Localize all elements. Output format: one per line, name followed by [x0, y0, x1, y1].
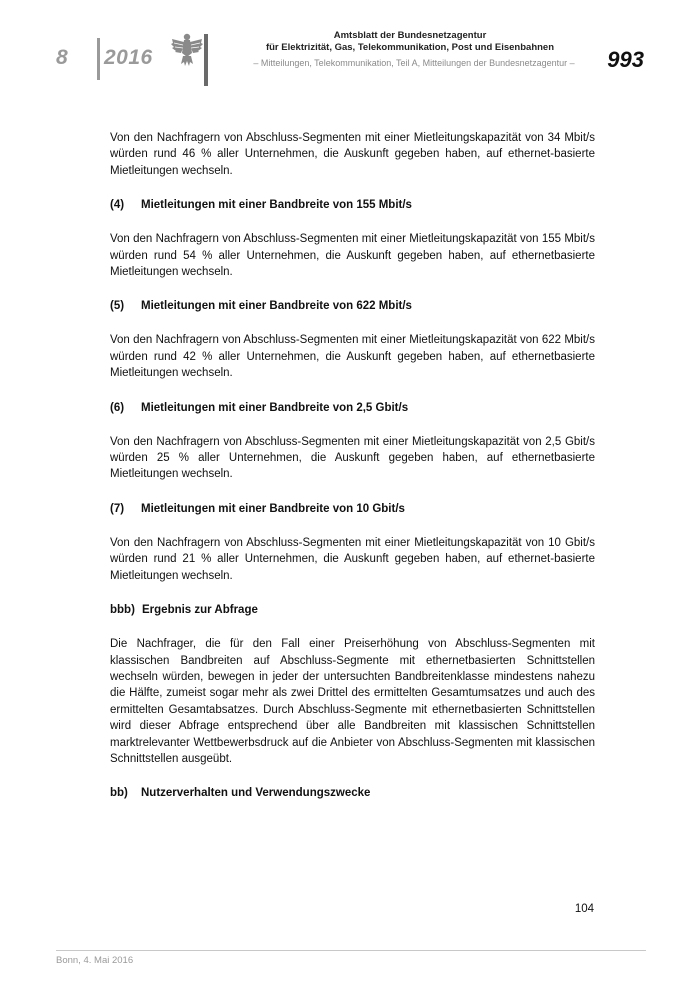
paragraph-ergebnis: Die Nachfrager, die für den Fall einer Preiserhöhung von Abschluss-Segmenten mit klassischen Bandbreiten auf Abschluss-Segmente mit ethernetbasierten Schnittstellen wechseln würden, bewegen in jeder der untersuchten Bandbreitenklasse mindestens nahezu die Hälfte, zumeist sogar mehr als zwei Drittel des ermittelten Gesamtumsatzes und auch des ermittelten Gesamtabsatzes. Durch Abschluss-Segmente mit ethernetbasierten Schnittstellen wird dieser Abfrage entsprechend über alle Bandbreiten mit klassischen Schnittstellen marktrelevanter Wettbewerbsdruck auf die Anbieter von Abschluss-Segmenten mit klassischen Schnittstellen ausgeübt. — [110, 638, 595, 765]
gazette-page-number: 993 — [607, 47, 644, 72]
heading-622mbit — [110, 300, 595, 312]
paragraph-2-5gbit: Von den Nachfragern von Abschluss-Segmenten mit einer Mietleitungskapazität von 2,5 Gbit/s würden 25 % aller Unternehmen, die Auskunft gegeben haben, auf ethernetbasierte Mietleitungen wechseln. — [110, 435, 595, 481]
issue-year: 2016 — [104, 46, 153, 69]
main-content — [110, 130, 595, 819]
heading-number: bbb) — [110, 604, 135, 617]
issue-separator — [97, 38, 100, 80]
heading-text: Mietleitungen mit einer Bandbreite von 155 Mbit/s — [141, 199, 412, 212]
heading-number: (5) — [110, 300, 125, 313]
page-header — [0, 0, 700, 90]
heading-10gbit — [110, 503, 595, 515]
heading-number: (4) — [110, 199, 125, 212]
paragraph-622mbit: Von den Nachfragern von Abschluss-Segmenten mit einer Mietleitungskapazität von 622 Mbit/s würden rund 42 % aller Unternehmen, die Auskunft gegeben haben, auf ethernetbasierte Mietleitungen wechseln. — [110, 334, 595, 380]
gazette-title-line2: für Elektrizität, Gas, Telekommunikation, Post und Eisenbahnen — [265, 42, 555, 53]
paragraph-34mbit: Von den Nachfragern von Abschluss-Segmenten mit einer Mietleitungskapazität von 34 Mbit/s würden rund 46 % aller Unternehmen, die Auskunft gegeben haben, auf ethernet-basierte Mietleitungen wechseln. — [110, 132, 595, 177]
heading-number: (6) — [110, 401, 125, 414]
issue-number: 8 — [56, 46, 69, 69]
heading-number: bb) — [110, 787, 128, 800]
heading-text: Mietleitungen mit einer Bandbreite von 2,5 Gbit/s — [141, 401, 409, 414]
heading-text: Nutzerverhalten und Verwendungszwecke — [141, 787, 371, 800]
heading-text: Mietleitungen mit einer Bandbreite von 10 Gbit/s — [141, 502, 405, 515]
heading-nutzerverhalten — [110, 787, 595, 799]
header-divider-bar — [204, 34, 208, 86]
heading-2-5gbit — [110, 402, 595, 414]
footer-date: Bonn, 4. Mai 2016 — [56, 955, 134, 966]
heading-text: Mietleitungen mit einer Bandbreite von 622 Mbit/s — [141, 300, 412, 313]
footer-divider — [56, 950, 646, 951]
heading-ergebnis — [110, 604, 595, 616]
heading-number: (7) — [110, 502, 125, 515]
gazette-title-line1: Amtsblatt der Bundesnetzagentur — [333, 30, 487, 41]
paragraph-10gbit: Von den Nachfragern von Abschluss-Segmenten mit einer Mietleitungskapazität von 10 Gbit/s würden rund 21 % aller Unternehmen, die Auskunft gegeben haben, auf ethernet-basierte Mietleitungen wechseln. — [110, 536, 595, 582]
federal-eagle-icon — [170, 31, 204, 67]
paragraph-155mbit: Von den Nachfragern von Abschluss-Segmenten mit einer Mietleitungskapazität von 155 Mbit/s würden rund 54 % aller Unternehmen, die Auskunft gegeben haben, auf ethernetbasierte Mietleitungen wechseln. — [110, 233, 595, 279]
heading-text: Ergebnis zur Abfrage — [142, 604, 258, 617]
gazette-subtitle: – Mitteilungen, Telekommunikation, Teil A, Mitteilungen der Bundesnetzagentur – — [253, 58, 575, 68]
heading-155mbit — [110, 199, 595, 211]
document-page-number: 104 — [574, 903, 594, 915]
gazette-title — [220, 30, 600, 54]
